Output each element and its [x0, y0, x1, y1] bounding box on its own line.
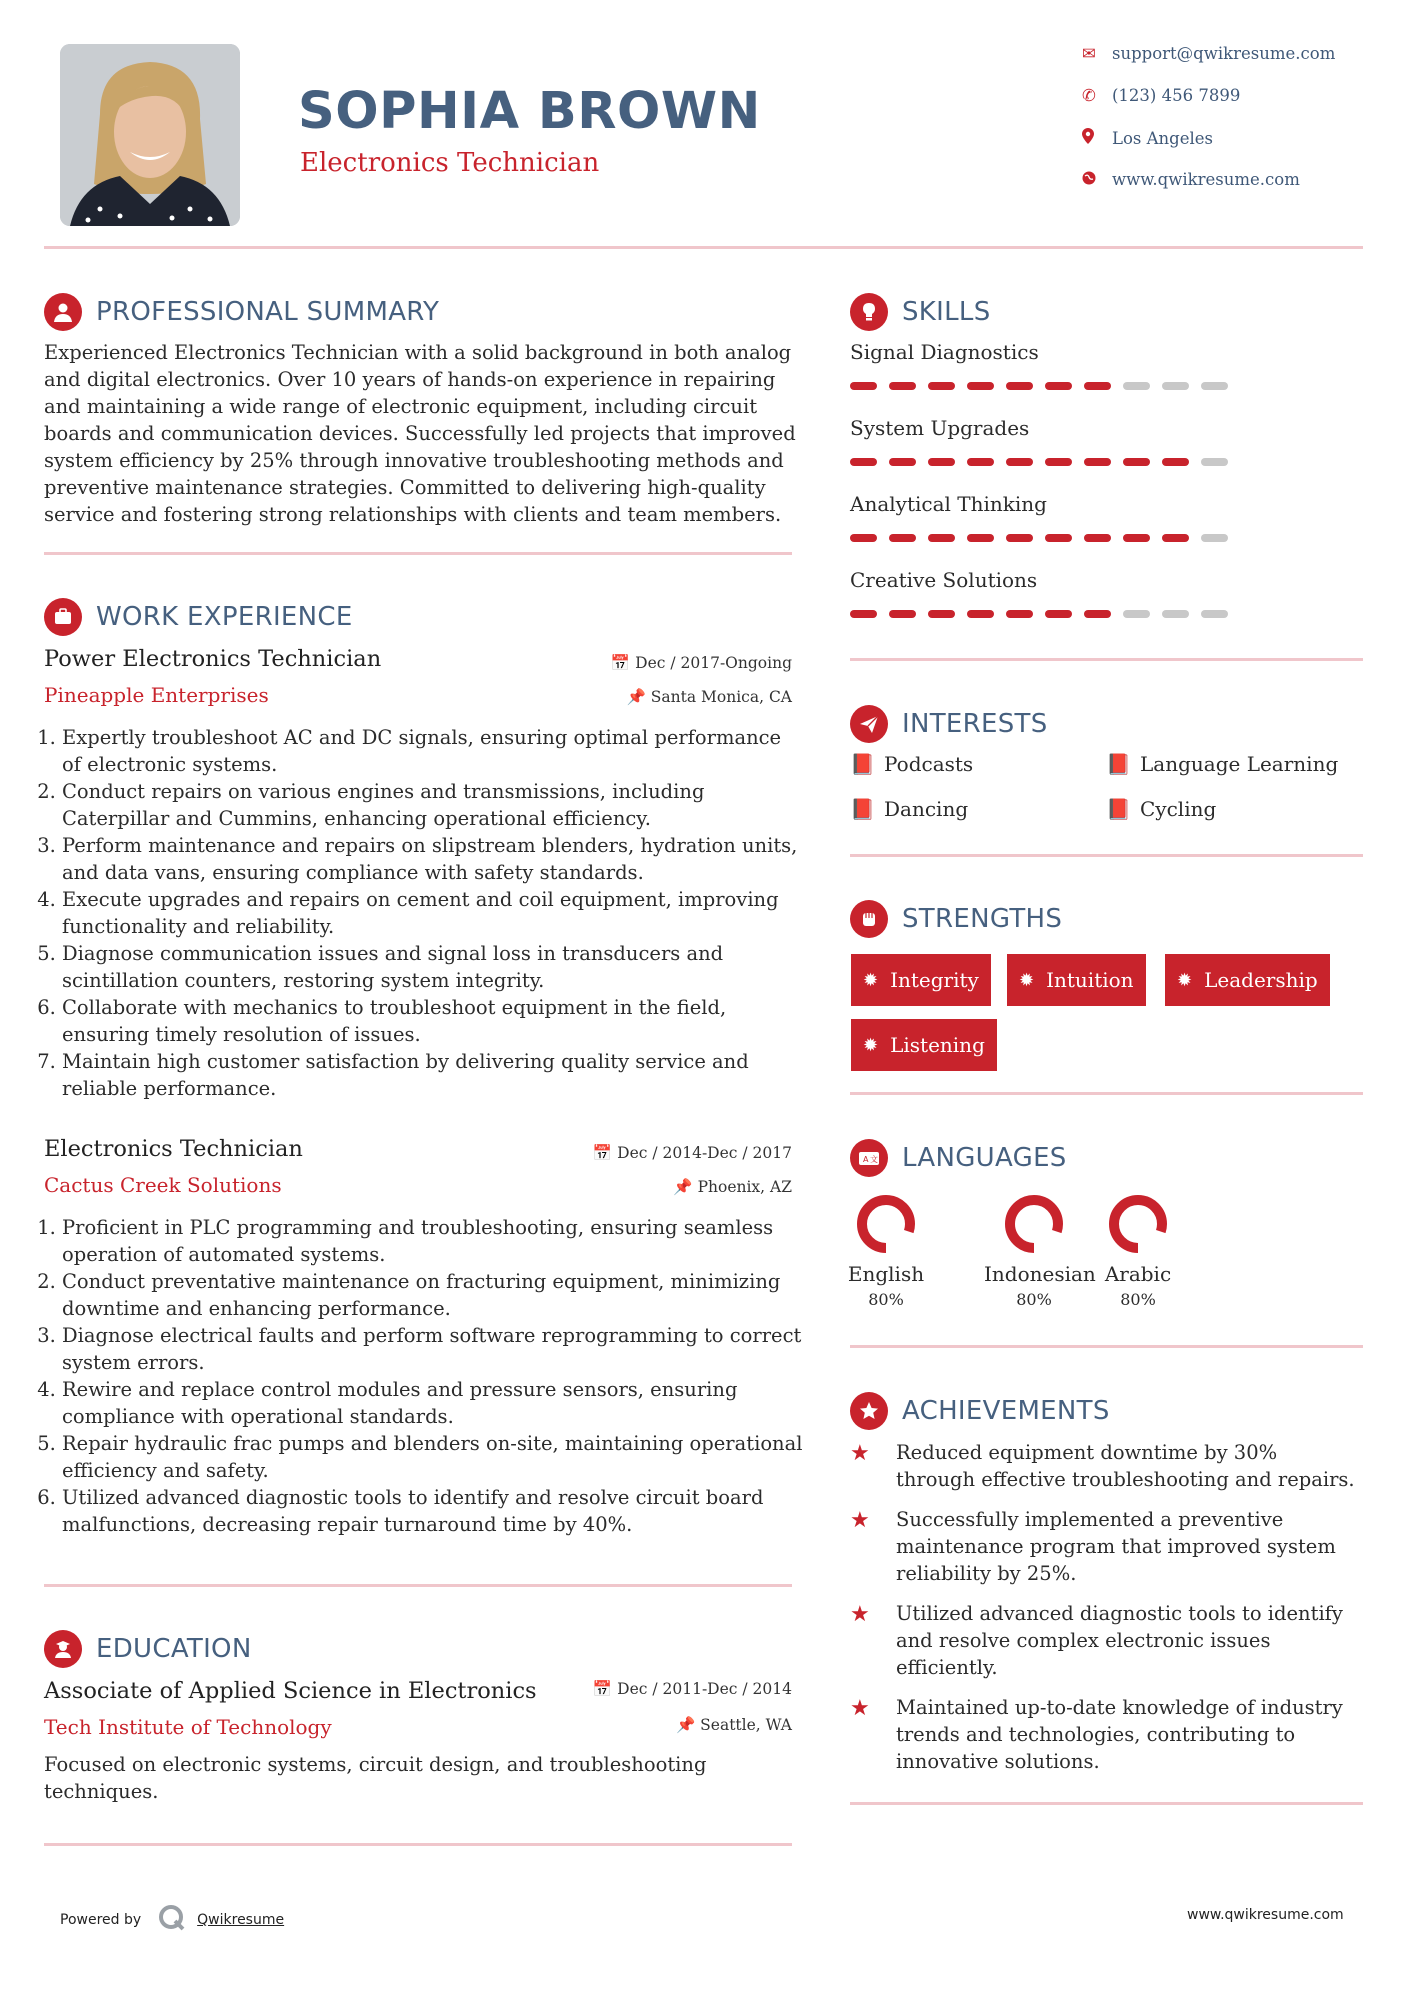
skill-level-filled	[889, 458, 916, 466]
language-proficiency-ring	[854, 1192, 918, 1256]
list-item: 7. Maintain high customer satisfaction by delivering quality service and reliable performance.	[62, 1048, 804, 1102]
qwikresume-link[interactable]: Qwikresume	[197, 1912, 285, 1928]
skill-level-filled	[1045, 458, 1072, 466]
summary-divider	[44, 552, 792, 555]
language-percent: 80%	[868, 1290, 904, 1309]
job-title: Electronics Technician	[44, 1136, 303, 1162]
language-percent: 80%	[1016, 1290, 1052, 1309]
job-duties	[44, 1214, 804, 1538]
achievements-heading: ACHIEVEMENTS	[850, 1392, 1110, 1430]
candidate-title: Electronics Technician	[300, 148, 600, 178]
powered-by: Powered by Qwikresume	[60, 1903, 284, 1937]
job-location: 📌 Phoenix, AZ	[673, 1178, 792, 1196]
education-location: 📌 Seattle, WA	[675, 1716, 792, 1734]
achievement-item: ★ Maintained up-to-date knowledge of industry trends and technologies, contributing to innovative solutions.	[850, 1696, 1343, 1773]
pin-icon: 📌	[675, 1716, 701, 1734]
lightbulb-icon	[850, 293, 888, 331]
skill-level-filled	[1006, 534, 1033, 542]
skill-level-empty	[1201, 458, 1228, 466]
list-item: 1. Expertly troubleshoot AC and DC signals, ensuring optimal performance of electronic systems.	[62, 724, 804, 778]
skill-level-filled	[1045, 382, 1072, 390]
skill-level-filled	[1084, 534, 1111, 542]
skill-level-filled	[928, 458, 955, 466]
contact-website[interactable]: www.qwikresume.com	[1082, 170, 1300, 189]
contact-location: Los Angeles	[1082, 128, 1213, 148]
skill-level-filled	[889, 534, 916, 542]
job-duties	[44, 724, 804, 1102]
skill-name: System Upgrades	[850, 416, 1030, 440]
interest-item: 📕 Language Learning	[1106, 752, 1339, 776]
contact-phone[interactable]: ✆ (123) 456 7899	[1082, 86, 1241, 105]
book-icon: 📕	[1106, 797, 1131, 821]
language-item	[836, 1192, 936, 1309]
calendar-icon: 📅	[592, 1680, 618, 1698]
interest-item: 📕 Dancing	[850, 797, 969, 821]
skill-level-empty	[1123, 382, 1150, 390]
list-item: 4. Rewire and replace control modules and pressure sensors, ensuring compliance with operational standards.	[62, 1376, 804, 1430]
phone-icon: ✆	[1082, 86, 1096, 105]
strength-badge: ✹ Intuition	[1007, 954, 1146, 1006]
skill-level-filled	[850, 534, 877, 542]
skill-level-filled	[1006, 458, 1033, 466]
list-item: 5. Diagnose communication issues and signal loss in transducers and scintillation counters, restoring system integrity.	[62, 940, 804, 994]
skill-level-empty	[1162, 382, 1189, 390]
skill-level-filled	[928, 534, 955, 542]
achievement-item: ★ Utilized advanced diagnostic tools to identify and resolve complex electronic issues efficiently.	[850, 1602, 1343, 1679]
skill-level-empty	[1201, 610, 1228, 618]
skill-row	[850, 416, 1240, 466]
list-item: 2. Conduct repairs on various engines and transmissions, including Caterpillar and Cummins, enhancing operational efficiency.	[62, 778, 804, 832]
education-dates: 📅 Dec / 2011-Dec / 2014	[592, 1680, 792, 1698]
skill-level-filled	[850, 382, 877, 390]
skill-level-empty	[1201, 382, 1228, 390]
experience-divider	[44, 1584, 792, 1587]
language-proficiency-ring	[1106, 1192, 1170, 1256]
skill-level-filled	[889, 610, 916, 618]
skill-name: Creative Solutions	[850, 568, 1038, 592]
skill-level-filled	[889, 382, 916, 390]
book-icon: 📕	[1106, 752, 1131, 776]
shooting-star-icon: ★	[850, 1508, 870, 1533]
job-company: Pineapple Enterprises	[44, 683, 269, 707]
skill-level-filled	[1123, 458, 1150, 466]
list-item: 6. Utilized advanced diagnostic tools to identify and resolve circuit board malfunctions, decreasing repair turnaround time by 40%.	[62, 1484, 804, 1538]
skill-level-filled	[1162, 534, 1189, 542]
skill-level-filled	[1045, 534, 1072, 542]
calendar-icon: 📅	[592, 1144, 618, 1162]
interests-heading: INTERESTS	[850, 705, 1048, 743]
achievements-divider	[850, 1802, 1363, 1805]
header-divider	[44, 246, 1363, 249]
job-title: Power Electronics Technician	[44, 646, 382, 672]
badge-icon: ✹	[863, 969, 879, 991]
skill-level-filled	[1006, 382, 1033, 390]
skill-level-filled	[967, 610, 994, 618]
skill-name: Signal Diagnostics	[850, 340, 1039, 364]
skill-level-filled	[1084, 458, 1111, 466]
skill-level-empty	[1162, 610, 1189, 618]
shooting-star-icon: ★	[850, 1602, 870, 1627]
skill-level-filled	[1123, 534, 1150, 542]
languages-heading: A 文 LANGUAGES	[850, 1139, 1067, 1177]
list-item: 3. Diagnose electrical faults and perform software reprogramming to correct system errors.	[62, 1322, 804, 1376]
strengths-heading: STRENGTHS	[850, 900, 1062, 938]
language-percent: 80%	[1120, 1290, 1156, 1309]
education-divider	[44, 1843, 792, 1846]
list-item: 2. Conduct preventative maintenance on fracturing equipment, minimizing downtime and enhancing performance.	[62, 1268, 804, 1322]
skill-level-meter	[850, 382, 1240, 390]
badge-icon: ✹	[1019, 969, 1035, 991]
badge-icon: ✹	[1177, 969, 1193, 991]
language-proficiency-ring	[1002, 1192, 1066, 1256]
interests-divider	[850, 854, 1363, 857]
strength-badge: ✹ Listening	[851, 1019, 997, 1071]
list-item: 4. Execute upgrades and repairs on cement and coil equipment, improving functionality and reliability.	[62, 886, 804, 940]
calendar-icon: 📅	[610, 654, 636, 672]
language-name: Arabic	[1104, 1262, 1172, 1286]
strengths-divider	[850, 1092, 1363, 1095]
skill-level-meter	[850, 534, 1240, 542]
svg-text:文: 文	[870, 1155, 878, 1164]
education-heading: EDUCATION	[44, 1630, 252, 1668]
fist-icon	[850, 900, 888, 938]
skill-name: Analytical Thinking	[850, 492, 1047, 516]
globe-icon	[1082, 170, 1112, 189]
skill-level-filled	[1006, 610, 1033, 618]
star-icon	[850, 1392, 888, 1430]
skill-level-filled	[928, 382, 955, 390]
briefcase-icon	[44, 598, 82, 636]
svg-text:A: A	[863, 1155, 869, 1164]
paper-plane-icon	[850, 705, 888, 743]
skills-divider	[850, 658, 1363, 661]
shooting-star-icon: ★	[850, 1441, 870, 1466]
achievement-item: ★ Reduced equipment downtime by 30% through effective troubleshooting and repairs.	[850, 1441, 1355, 1491]
education-description: Focused on electronic systems, circuit design, and troubleshooting techniques.	[44, 1753, 707, 1803]
job-dates: 📅 Dec / 2017-Ongoing	[610, 654, 792, 672]
language-name: English	[847, 1262, 925, 1286]
language-item	[1088, 1192, 1188, 1309]
skill-level-filled	[928, 610, 955, 618]
qwikresume-logo-icon	[157, 1903, 187, 1937]
strength-badge: ✹ Integrity	[851, 954, 991, 1006]
language-item	[984, 1192, 1096, 1309]
skill-level-meter	[850, 458, 1240, 466]
profile-photo	[60, 44, 240, 226]
badge-icon: ✹	[863, 1034, 879, 1056]
strength-badge: ✹ Leadership	[1165, 954, 1330, 1006]
skill-level-meter	[850, 610, 1240, 618]
graduation-icon	[44, 1630, 82, 1668]
skill-level-filled	[967, 382, 994, 390]
experience-heading: WORK EXPERIENCE	[44, 598, 353, 636]
skill-level-filled	[1084, 382, 1111, 390]
interest-item: 📕 Cycling	[1106, 797, 1217, 821]
map-pin-icon	[1082, 128, 1112, 148]
shooting-star-icon: ★	[850, 1696, 870, 1721]
footer-website[interactable]: www.qwikresume.com	[1187, 1907, 1344, 1923]
skill-row	[850, 568, 1240, 618]
skill-level-empty	[1123, 610, 1150, 618]
skill-row	[850, 492, 1240, 542]
contact-email[interactable]: ✉ support@qwikresume.com	[1082, 44, 1336, 63]
list-item: 3. Perform maintenance and repairs on slipstream blenders, hydration units, and data vans, ensuring compliance with safety standards.	[62, 832, 804, 886]
user-icon	[44, 293, 82, 331]
list-item: 6. Collaborate with mechanics to troubleshoot equipment in the field, ensuring timely resolution of issues.	[62, 994, 804, 1048]
book-icon: 📕	[850, 752, 875, 776]
pin-icon: 📌	[626, 688, 651, 706]
skill-level-filled	[850, 610, 877, 618]
skill-level-filled	[1084, 610, 1111, 618]
pin-icon: 📌	[673, 1178, 698, 1196]
list-item: 5. Repair hydraulic frac pumps and blenders on-site, maintaining operational efficiency and safety.	[62, 1430, 804, 1484]
language-icon	[850, 1139, 888, 1177]
job-company: Cactus Creek Solutions	[44, 1173, 282, 1197]
skill-level-filled	[1162, 458, 1189, 466]
skills-heading: SKILLS	[850, 293, 991, 331]
achievement-item: ★ Successfully implemented a preventive maintenance program that improved system reliability by 25%.	[850, 1508, 1336, 1585]
skill-row	[850, 340, 1240, 390]
candidate-name: SOPHIA BROWN	[298, 82, 761, 141]
languages-divider	[850, 1345, 1363, 1348]
envelope-icon: ✉	[1082, 44, 1096, 63]
skill-level-filled	[967, 458, 994, 466]
interest-item: 📕 Podcasts	[850, 752, 974, 776]
skill-level-filled	[967, 534, 994, 542]
summary-heading: PROFESSIONAL SUMMARY	[44, 293, 439, 331]
summary-text: Experienced Electronics Technician with a solid background in both analog and digital electronics. Over 10 years of hands-on experience in repairing and maintaining a wide range of electronic equipment, including circuit boards and communication devices. Successfully led projects that improved system efficiency by 25% through innovative troubleshooting methods and preventive maintenance strategies. Committed to delivering high-quality service and fostering strong relationships with clients and team members.	[44, 341, 796, 526]
list-item: 1. Proficient in PLC programming and troubleshooting, ensuring seamless operation of automated systems.	[62, 1214, 804, 1268]
job-dates: 📅 Dec / 2014-Dec / 2017	[592, 1144, 792, 1162]
language-name: Indonesian	[984, 1262, 1096, 1286]
degree-title: Associate of Applied Science in Electronics	[44, 1678, 537, 1704]
skill-level-filled	[850, 458, 877, 466]
school-name: Tech Institute of Technology	[44, 1715, 332, 1739]
job-location: 📌 Santa Monica, CA	[626, 688, 792, 706]
skill-level-filled	[1045, 610, 1072, 618]
skill-level-empty	[1201, 534, 1228, 542]
book-icon: 📕	[850, 797, 875, 821]
